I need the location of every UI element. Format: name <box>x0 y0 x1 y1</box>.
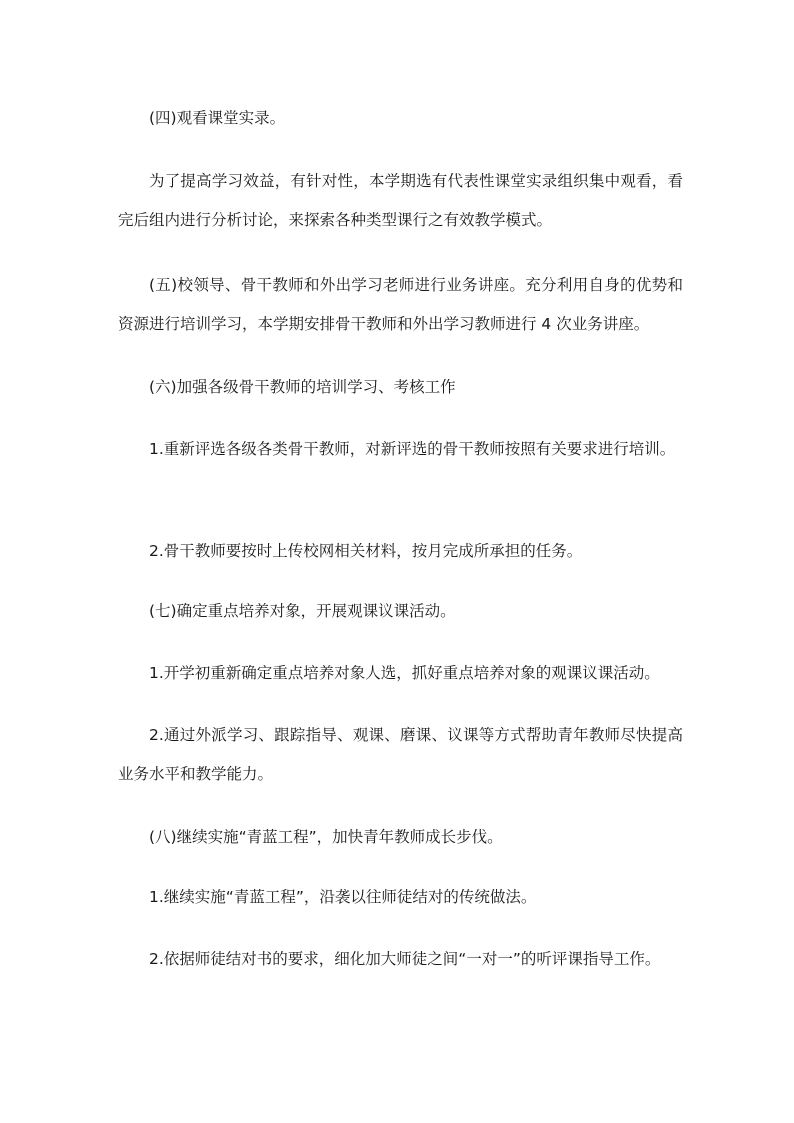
list-item: 1.继续实施“青蓝工程”，沿袭以往师徒结对的传统做法。 <box>149 888 537 906</box>
section-heading-7: (七)确定重点培养对象，开展观课议课活动。 <box>149 602 456 620</box>
list-item: 1.开学初重新确定重点培养对象人选，抓好重点培养对象的观课议课活动。 <box>149 664 660 682</box>
section-heading-4: (四)观看课堂实录。 <box>149 109 286 127</box>
paragraph-text: 为了提高学习效益，有针对性，本学期选有代表性课堂实录组织集中观看，看完后组内进行分析讨论，来探索各种类型课行之有效教学模式。 <box>118 172 683 229</box>
list-item: 2.通过外派学习、跟踪指导、观课、磨课、议课等方式帮助青年教师尽快提高业务水平和教学能力。 <box>118 726 683 783</box>
list-item: 2.骨干教师要按时上传校网相关材料，按月完成所承担的任务。 <box>149 542 583 560</box>
section-heading-5: (五)校领导、骨干教师和外出学习老师进行业务讲座。充分利用自身的优势和资源进行培训学习，本学期安排骨干教师和外出学习教师进行 4 次业务讲座。 <box>118 276 683 333</box>
list-item: 1.重新评选各级各类骨干教师，对新评选的骨干教师按照有关要求进行培训。 <box>149 440 676 458</box>
list-item: 2.依据师徒结对书的要求，细化加大师徒之间“一对一”的听评课指导工作。 <box>149 950 661 968</box>
section-heading-6: (六)加强各级骨干教师的培训学习、考核工作 <box>149 378 456 396</box>
section-heading-8: (八)继续实施“青蓝工程”，加快青年教师成长步伐。 <box>149 828 503 846</box>
